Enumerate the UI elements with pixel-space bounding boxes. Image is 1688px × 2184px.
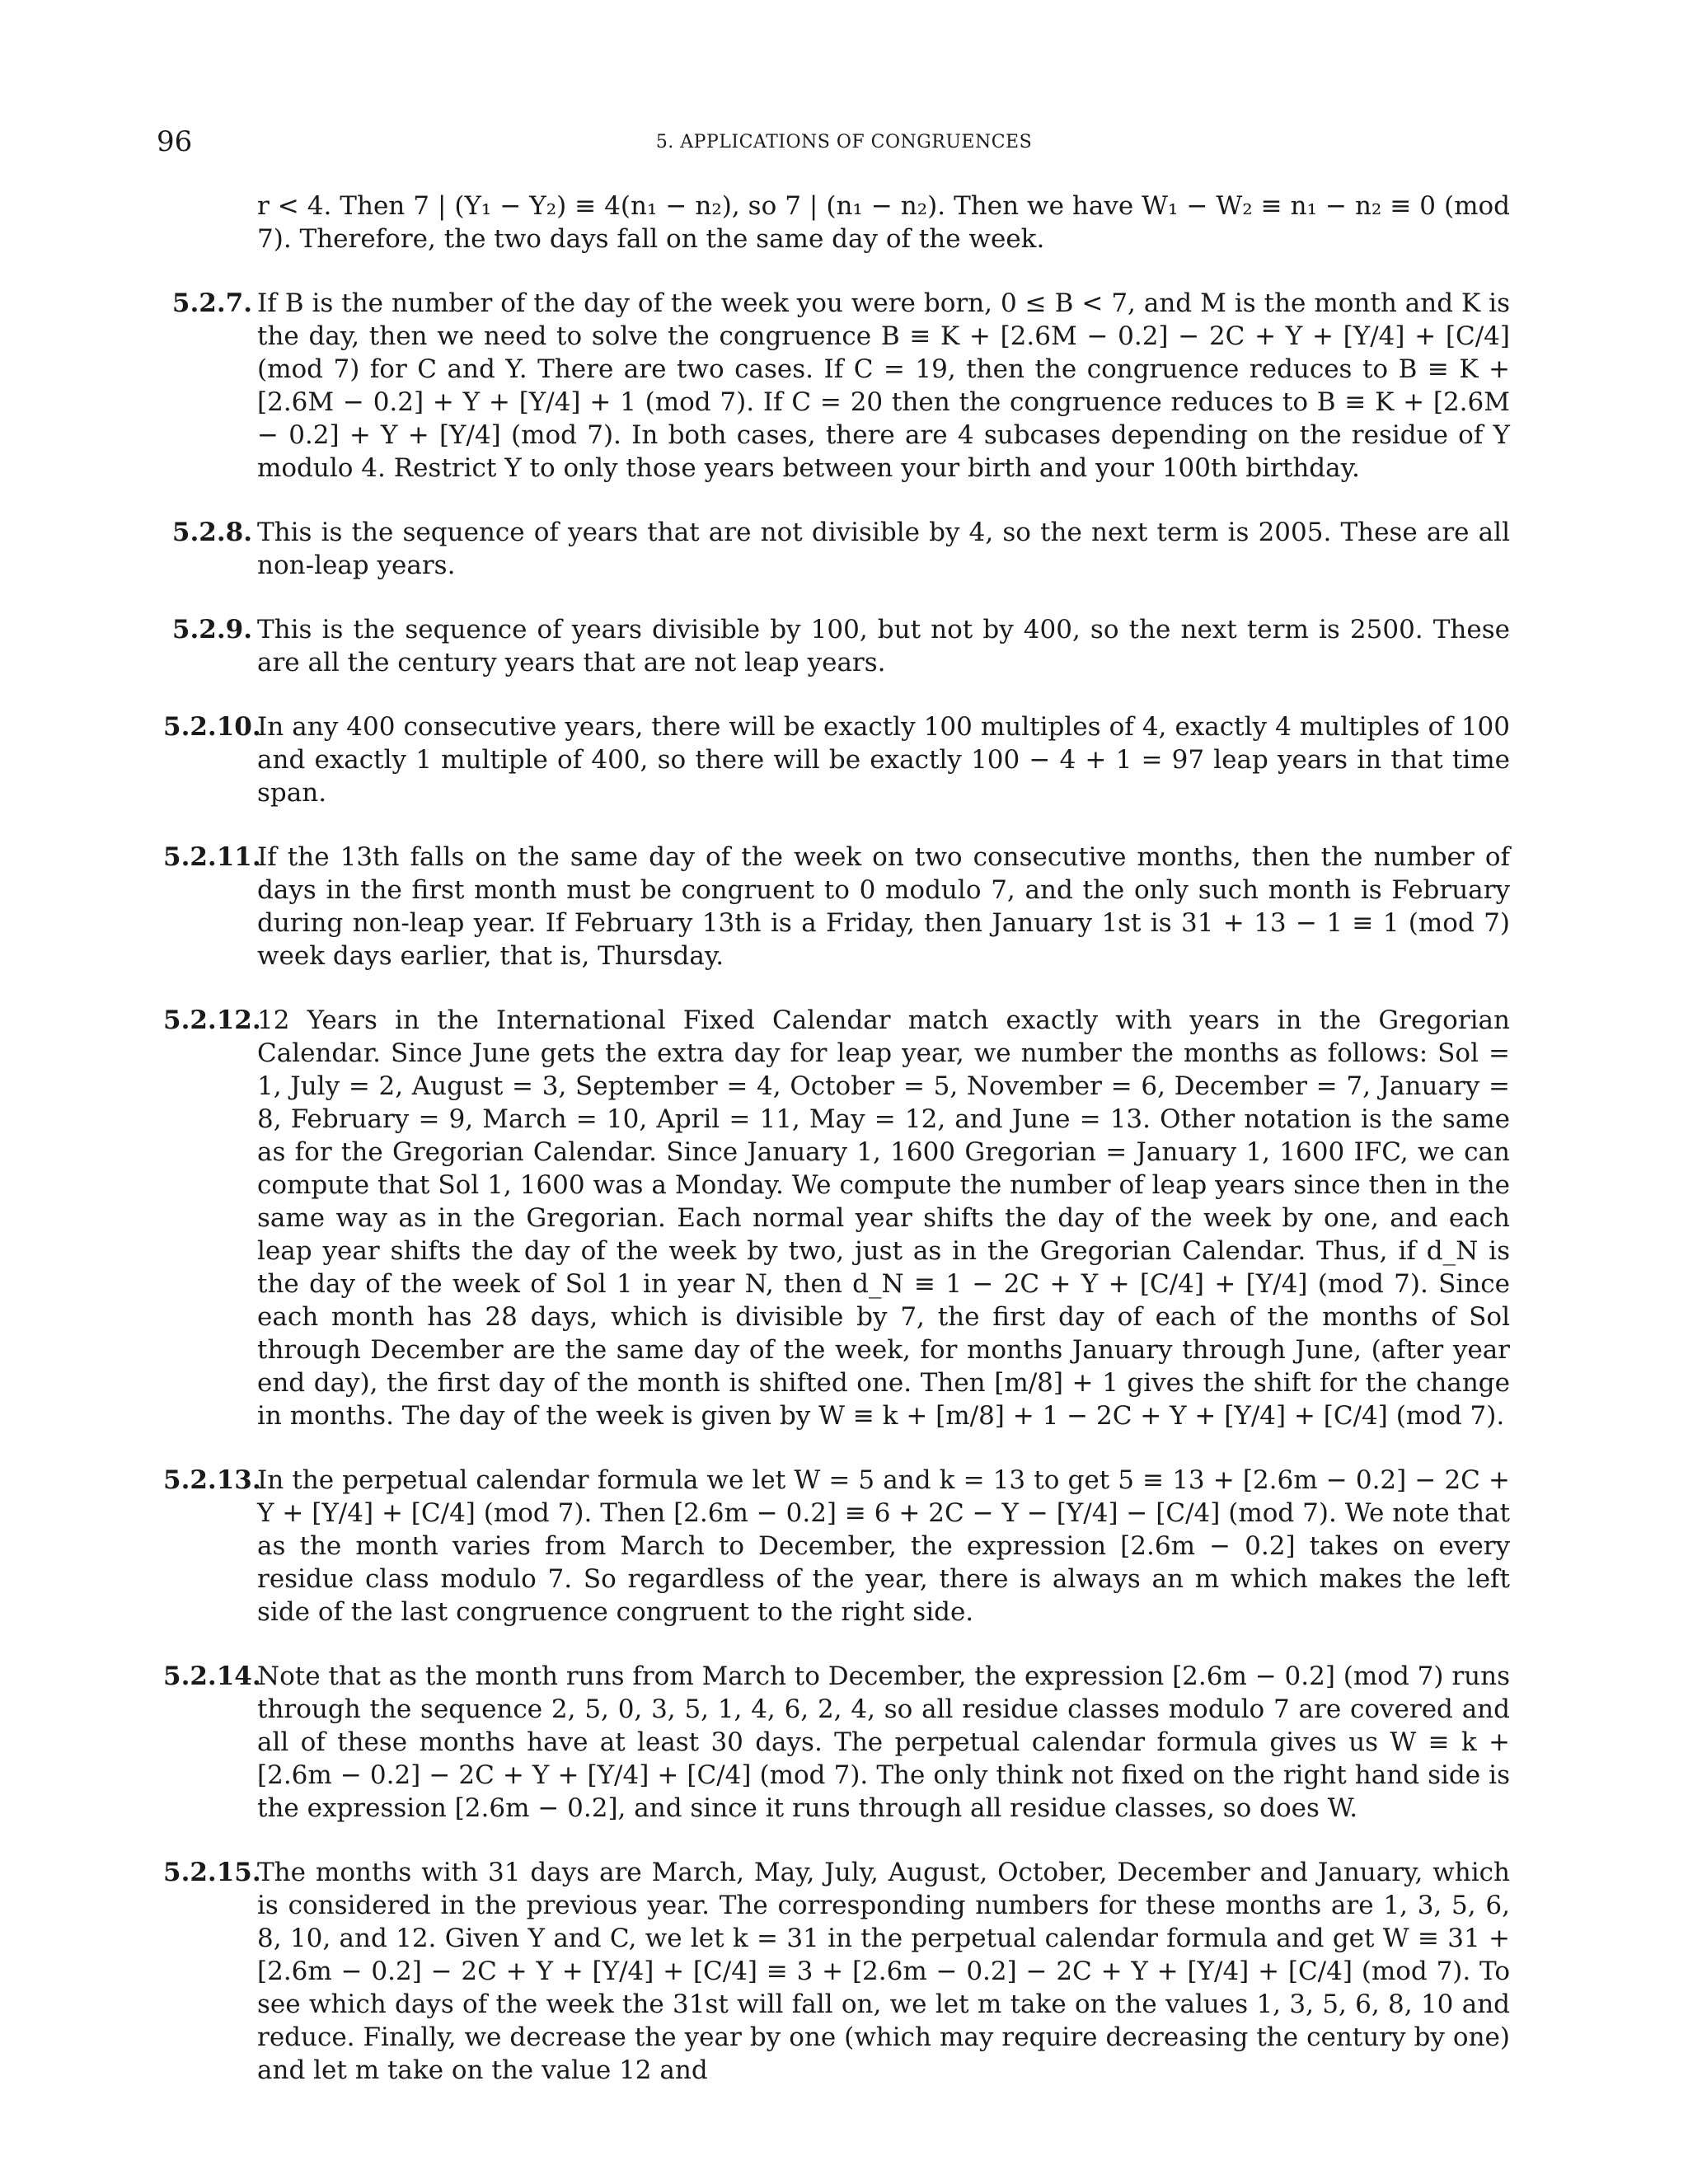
solution-entry-5-2-8 [171,516,1510,582]
entry-text: This is the sequence of years divisible by 100, but not by 400, so the next term is 2500. These are all the century years that are not leap years. [257,615,1510,677]
entry-text: If B is the number of the day of the week you were born, 0 ≤ B < 7, and M is the month and K is the day, then we need to solve the congruence B ≡ K + [2.6M − 0.2] − 2C + Y + [Y/4] + [C/4] (mod 7) for C and Y. There are two cases. If C = 19, then the congruence reduces to B ≡ K + [2.6M − 0.2] + Y + [Y/4] + 1 (mod 7). If C = 20 then the congruence reduces to B ≡ K + [2.6M − 0.2] + Y + [Y/4] (mod 7). In both cases, there are 4 subcases depending on the residue of Y modulo 4. Restrict Y to only those years between your birth and your 100th birthday. [257,288,1510,483]
entry-number: 5.2.12. [163,1005,261,1035]
solution-entry-5-2-7 [171,287,1510,485]
entry-text: Note that as the month runs from March to December, the expression [2.6m − 0.2] (mod 7) runs through the sequence 2, 5, 0, 3, 5, 1, 4, 6, 2, 4, so all residue classes modulo 7 are covered and all of these months have at least 30 days. The perpetual calendar formula gives us W ≡ k + [2.6m − 0.2] − 2C + Y + [Y/4] + [C/4] (mod 7). The only think not fixed on the right hand side is the expression [2.6m − 0.2], and since it runs through all residue classes, so does W. [257,1661,1510,1823]
solution-entry-5-2-14 [163,1660,1510,1825]
entry-number: 5.2.11. [163,842,261,872]
entry-text: In the perpetual calendar formula we let W = 5 and k = 13 to get 5 ≡ 13 + [2.6m − 0.2] − 2C + Y + [Y/4] + [C/4] (mod 7). Then [2.6m − 0.2] ≡ 6 + 2C − Y − [Y/4] − [C/4] (mod 7). We note that as the month varies from March to December, the expression [2.6m − 0.2] takes on every residue class modulo 7. So regardless of the year, there is always an m which makes the left side of the last congruence congruent to the right side. [257,1465,1510,1627]
entry-text: If the 13th falls on the same day of the week on two consecutive months, then the number of days in the first month must be congruent to 0 modulo 7, and the only such month is February during non-leap year. If February 13th is a Friday, then January 1st is 31 + 13 − 1 ≡ 1 (mod 7) week days earlier, that is, Thursday. [257,842,1510,971]
entry-number: 5.2.13. [163,1465,261,1495]
entry-number: 5.2.8. [171,518,252,547]
entry-text: 12 Years in the International Fixed Calendar match exactly with years in the Gregorian Calendar. Since June gets the extra day for leap year, we number the months as follows: Sol = 1, July = 2, August = 3, September = 4, October = 5, November = 6, December = 7, January = 8, February = 9, March = 10, April = 11, May = 12, and June = 13. Other notation is the same as for the Gregorian Calendar. Since January 1, 1600 Gregorian = January 1, 1600 IFC, we can compute that Sol 1, 1600 was a Monday. We compute the number of leap years since then in the same way as in the Gregorian. Each normal year shifts the day of the week by one, and each leap year shifts the day of the week by two, just as in the Gregorian Calendar. Thus, if d_N is the day of the week of Sol 1 in year N, then d_N ≡ 1 − 2C + Y + [C/4] + [Y/4] (mod 7). Since each month has 28 days, which is divisible by 7, the first day of each of the months of Sol through December are the same day of the week, for months January through June, (after year end day), the first day of the month is shifted one. Then [m/8] + 1 gives the shift for the change in months. The day of the week is given by W ≡ k + [m/8] + 1 − 2C + Y + [Y/4] + [C/4] (mod 7). [257,1005,1510,1431]
solution-entry-5-2-13 [163,1464,1510,1629]
entry-number: 5.2.10. [163,712,261,742]
solution-entry-5-2-10 [163,710,1510,809]
entry-text: The months with 31 days are March, May, July, August, October, December and January, which is considered in the previous year. The corresponding numbers for these months are 1, 3, 5, 6, 8, 10, and 12. Given Y and C, we let k = 31 in the perpetual calendar formula and get W ≡ 31 + [2.6m − 0.2] − 2C + Y + [Y/4] + [C/4] ≡ 3 + [2.6m − 0.2] − 2C + Y + [Y/4] + [C/4] (mod 7). To see which days of the week the 31st will fall on, we let m take on the values 1, 3, 5, 6, 8, 10 and reduce. Finally, we decrease the year by one (which may require decreasing the century by one) and let m take on the value 12 and [257,1858,1510,2085]
continuation-paragraph: r < 4. Then 7 | (Y₁ − Y₂) ≡ 4(n₁ − n₂), so 7 | (n₁ − n₂). Then we have W₁ − W₂ ≡ n₁ − n₂ ≡ 0 (mod 7). Therefore, the two days fall on the same day of the week. [257,191,1510,254]
solution-entry-5-2-9 [171,613,1510,679]
page-number: 96 [157,125,193,158]
solution-entry-5-2-12 [163,1004,1510,1432]
page-body [163,190,1510,2087]
entry-text: In any 400 consecutive years, there will be exactly 100 multiples of 4, exactly 4 multiples of 100 and exactly 1 multiple of 400, so there will be exactly 100 − 4 + 1 = 97 leap years in that time span. [257,712,1510,808]
entry-number: 5.2.7. [171,288,252,318]
entry-number: 5.2.15. [163,1858,261,1887]
entry-number: 5.2.9. [171,615,252,644]
entry-number: 5.2.14. [163,1661,261,1691]
entry-text: This is the sequence of years that are not divisible by 4, so the next term is 2005. These are all non-leap years. [257,518,1510,580]
solution-entry-5-2-15 [163,1856,1510,2087]
page-header [0,125,1688,158]
solution-entry-5-2-11 [163,841,1510,972]
running-title: 5. APPLICATIONS OF CONGRUENCES [655,132,1033,152]
